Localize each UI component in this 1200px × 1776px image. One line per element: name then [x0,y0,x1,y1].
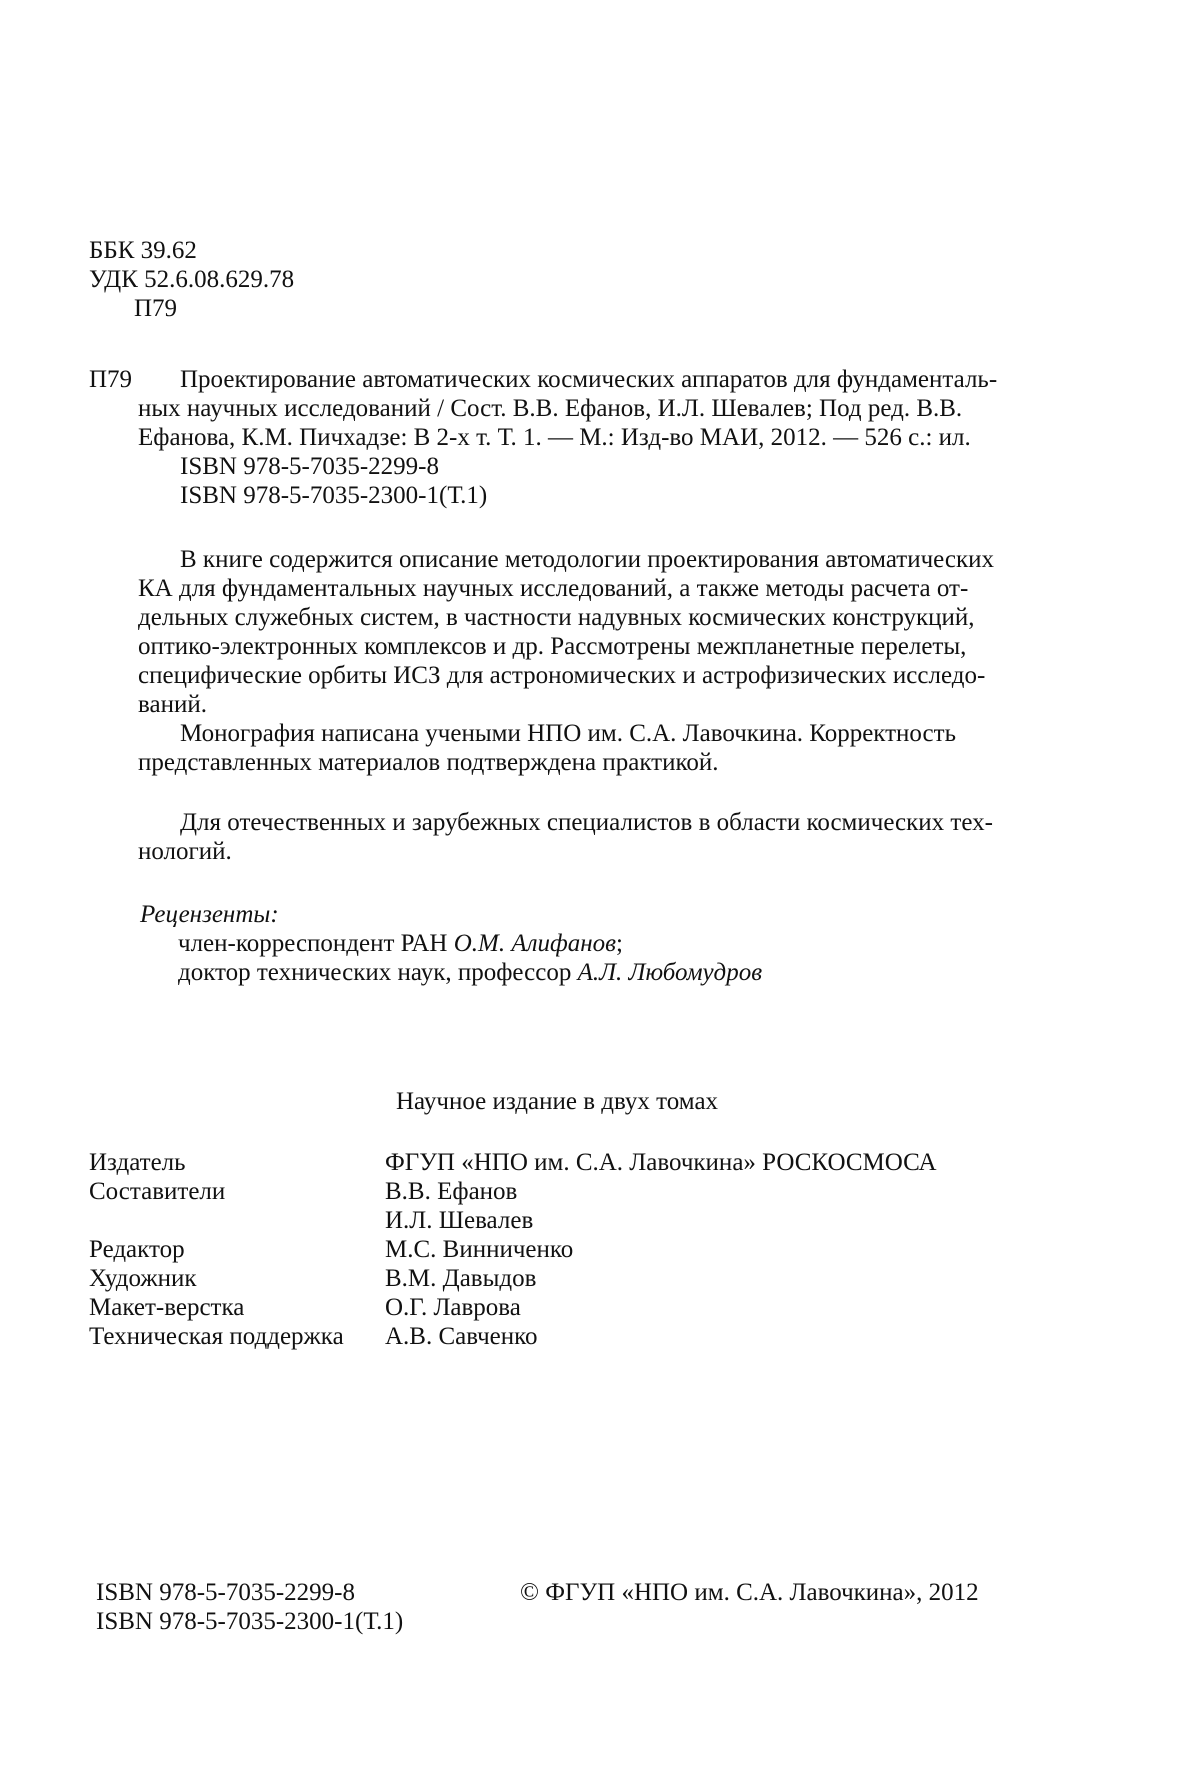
author-mark: П79 [134,295,178,322]
reviewers-heading: Рецензенты: [140,901,279,928]
abstract-line: оптико-электронных комплексов и др. Рассмотрены межпланетные перелеты, [138,633,967,660]
catalog-isbn-2: ISBN 978-5-7035-2300-1(Т.1) [180,482,488,509]
credit-name: В.М. Давыдов [385,1265,537,1292]
abstract-paragraph-2 [138,719,1050,777]
reviewer-end: ; [616,930,623,957]
catalog-isbn-1: ISBN 978-5-7035-2299-8 [180,453,440,480]
abstract-line: представленных материалов подтверждена практикой. [138,749,719,776]
reviewers-block [140,900,762,987]
credit-name: ФГУП «НПО им. С.А. Лавочкина» РОСКОСМОСА [385,1149,937,1176]
abstract [138,545,1050,777]
reviewer-title: доктор технических наук, профессор [178,959,578,986]
reviewer-2 [140,958,762,987]
abstract-line: дельных служебных систем, в частности надувных космических конструкций, [138,604,975,631]
reviewer-1 [140,929,762,958]
credit-name: О.Г. Лаврова [385,1294,521,1321]
credit-role: Редактор [89,1236,185,1263]
audience-line: нологий. [138,838,232,865]
credit-row [89,1177,937,1206]
catalog-code: П79 [89,366,133,393]
credit-row [89,1322,937,1351]
catalog-line: Проектирование автоматических космических аппаратов для фундаменталь- [180,366,998,393]
reviewer-name: А.Л. Любомудров [577,959,763,986]
credit-role: Макет-верстка [89,1294,245,1321]
credit-row [89,1264,937,1293]
credit-name: М.С. Винниченко [385,1236,574,1263]
audience-line: Для отечественных и зарубежных специалистов в области космических тех- [180,809,993,836]
credit-name: А.В. Савченко [385,1323,538,1350]
copyright-notice: © ФГУП «НПО им. С.А. Лавочкина», 2012 [520,1579,979,1606]
abstract-line: специфические орбиты ИСЗ для астрономических и астрофизических исследо- [138,662,986,689]
credits-table [89,1148,937,1351]
credit-role [89,1206,385,1235]
abstract-line: ваний. [138,691,207,718]
credit-role: Техническая поддержка [89,1323,344,1350]
credit-role: Составители [89,1178,226,1205]
reviewer-title: член-корреспондент РАН [178,930,454,957]
credit-role: Художник [89,1265,197,1292]
catalog-entry [138,365,1050,510]
footer-isbn-2: ISBN 978-5-7035-2300-1(Т.1) [96,1608,404,1635]
catalog-line: ных научных исследований / Сост. В.В. Ефанов, И.Л. Шевалев; Под ред. В.В. [138,395,963,422]
abstract-line: В книге содержится описание методологии проектирования автоматических [180,546,994,573]
footer-isbn-1: ISBN 978-5-7035-2299-8 [96,1579,356,1606]
credit-row [89,1206,937,1235]
reviewer-name: О.М. Алифанов [453,930,617,957]
credit-row [89,1148,937,1177]
abstract-line: Монография написана учеными НПО им. С.А. Лавочкина. Корректность [180,720,956,747]
credit-name: И.Л. Шевалев [385,1207,534,1234]
edition-note: Научное издание в двух томах [396,1088,719,1115]
catalog-line: Ефанова, К.М. Пичхадзе: В 2-х т. Т. 1. — М.: Изд-во МАИ, 2012. — 526 с.: ил. [138,424,971,451]
footer-isbn-block [96,1578,403,1636]
abstract-line: КА для фундаментальных научных исследований, а также методы расчета от- [138,575,969,602]
udk-code: УДК 52.6.08.629.78 [89,266,295,293]
credit-name: В.В. Ефанов [385,1178,518,1205]
bbk-code: ББК 39.62 [89,237,197,264]
credit-row [89,1235,937,1264]
credit-row [89,1293,937,1322]
abstract-paragraph-1 [138,545,1050,719]
credit-role: Издатель [89,1149,186,1176]
classification-block [89,236,294,323]
audience-note [138,808,1050,866]
